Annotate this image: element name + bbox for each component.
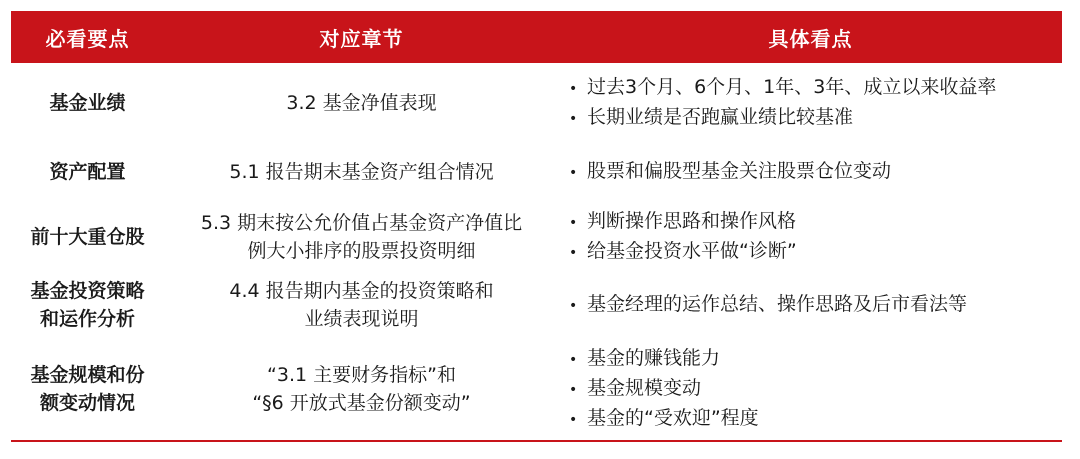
point-item [569, 374, 1062, 404]
point-item [569, 404, 1062, 434]
row-dimension [11, 272, 164, 338]
dimension-line: 基金业绩 [49, 91, 126, 114]
point-item [569, 237, 1062, 267]
bullet-icon: • [569, 382, 578, 398]
dimension-line: 基金规模和份 [30, 364, 145, 386]
point-list [569, 207, 1062, 267]
row-dimension [11, 63, 164, 142]
point-item [569, 103, 1062, 133]
point-item [569, 290, 1062, 320]
row-section [164, 142, 559, 202]
point-item [569, 207, 1062, 237]
point-text: 股票和偏股型基金关注股票仓位变动 [587, 160, 892, 182]
table-row [11, 338, 1062, 441]
dimension-line: 额变动情况 [39, 392, 135, 414]
point-list [569, 344, 1062, 434]
section-line: 3.2 基金净值表现 [286, 91, 437, 114]
section-line: 4.4 报告期内基金的投资策略和 [229, 280, 494, 302]
table-row [11, 202, 1062, 272]
row-section [164, 338, 559, 441]
section-line: “§6 开放式基金份额变动” [252, 392, 471, 414]
point-list [569, 157, 1062, 187]
point-text: 给基金投资水平做“诊断” [587, 240, 797, 262]
dimension-line: 基金投资策略 [30, 280, 145, 302]
bullet-icon: • [569, 80, 578, 97]
dimension-line: 和运作分析 [39, 308, 135, 330]
section-line: 例大小排序的股票投资明细 [247, 240, 476, 262]
point-text: 基金经理的运作总结、操作思路及后市看法等 [587, 293, 968, 315]
point-text: 判断操作思路和操作风格 [587, 210, 797, 232]
point-text: 基金规模变动 [587, 377, 702, 399]
bullet-icon: • [569, 110, 578, 127]
table-row [11, 142, 1062, 202]
section-line: 5.1 报告期末基金资产组合情况 [229, 161, 494, 183]
point-item [569, 157, 1062, 187]
header-key-points: 必看要点 [11, 11, 164, 63]
section-line: 5.3 期末按公允价值占基金资产净值比 [200, 212, 523, 234]
point-item [569, 344, 1062, 374]
row-points [559, 142, 1062, 202]
point-text: 过去3个月、6个月、1年、3年、成立以来收益率 [587, 75, 997, 98]
row-section [164, 63, 559, 142]
row-section [164, 202, 559, 272]
row-section [164, 272, 559, 338]
point-item [569, 73, 1062, 103]
bullet-icon: • [569, 245, 578, 261]
row-points [559, 338, 1062, 441]
header-section: 对应章节 [164, 11, 559, 63]
row-dimension [11, 142, 164, 202]
point-list [569, 290, 1062, 320]
table-row [11, 63, 1062, 142]
row-points [559, 202, 1062, 272]
row-points [559, 63, 1062, 142]
dimension-line: 前十大重仓股 [30, 226, 145, 248]
section-line: 业绩表现说明 [304, 308, 419, 330]
row-points [559, 272, 1062, 338]
row-dimension [11, 202, 164, 272]
bullet-icon: • [569, 298, 578, 314]
key-points-table-container [11, 11, 1062, 442]
header-details: 具体看点 [559, 11, 1062, 63]
section-line: “3.1 主要财务指标”和 [267, 364, 456, 386]
point-list [569, 73, 1062, 133]
bullet-icon: • [569, 215, 578, 231]
bullet-icon: • [569, 412, 578, 428]
point-text: 基金的“受欢迎”程度 [587, 407, 759, 429]
dimension-line: 资产配置 [49, 161, 126, 183]
point-text: 基金的赚钱能力 [587, 347, 721, 369]
bullet-icon: • [569, 352, 578, 368]
table-row [11, 272, 1062, 338]
table-header-row [11, 11, 1062, 63]
bullet-icon: • [569, 165, 578, 181]
point-text: 长期业绩是否跑赢业绩比较基准 [587, 105, 854, 128]
row-dimension [11, 338, 164, 441]
key-points-table [11, 11, 1062, 442]
